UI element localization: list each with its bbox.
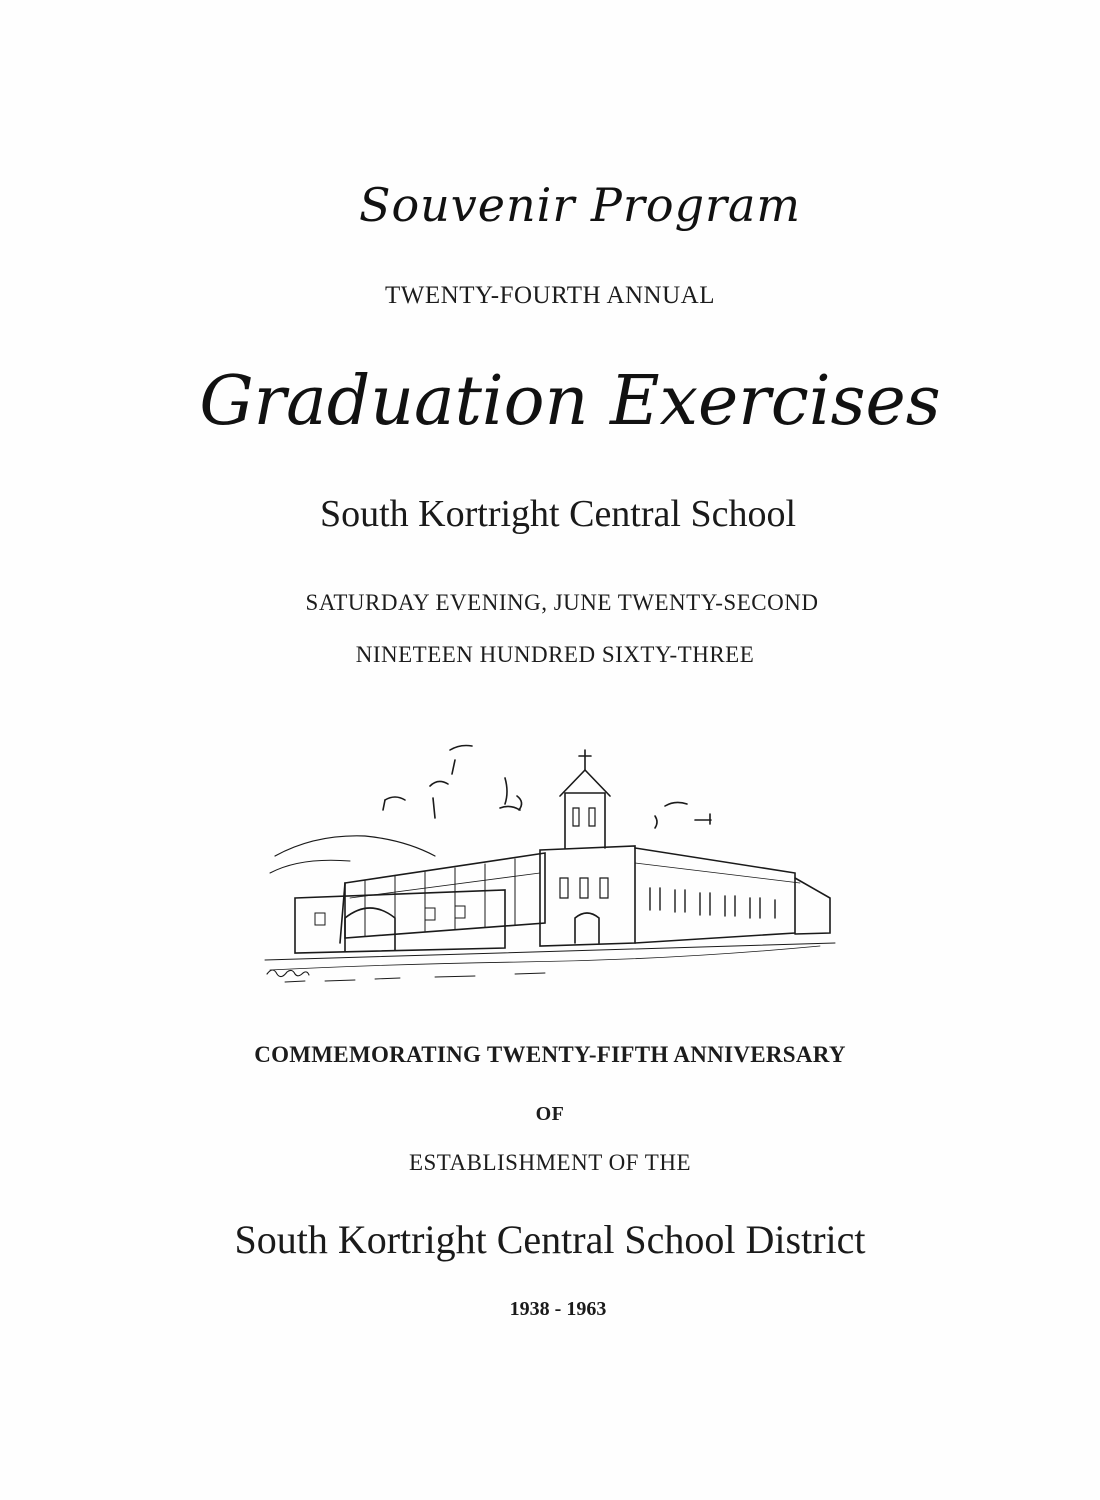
commemoration-line: COMMEMORATING TWENTY-FIFTH ANNIVERSARY: [254, 1042, 846, 1067]
school-name: South Kortright Central School: [319, 493, 797, 535]
district-name: South Kortright Central School District: [234, 1217, 866, 1262]
commemoration-of: OF: [535, 1103, 565, 1125]
event-year: NINETEEN HUNDRED SIXTY-THREE: [355, 642, 755, 667]
graduation-exercises-title: Graduation Exercises: [199, 362, 941, 441]
anniversary-years: 1938 - 1963: [509, 1298, 607, 1320]
school-building-illustration: [255, 738, 845, 988]
event-date: SATURDAY EVENING, JUNE TWENTY-SECOND: [305, 590, 819, 615]
souvenir-program-title: Souvenir Program: [358, 178, 802, 232]
establishment-line: ESTABLISHMENT OF THE: [408, 1150, 692, 1175]
annual-label: TWENTY-FOURTH ANNUAL: [385, 282, 715, 309]
